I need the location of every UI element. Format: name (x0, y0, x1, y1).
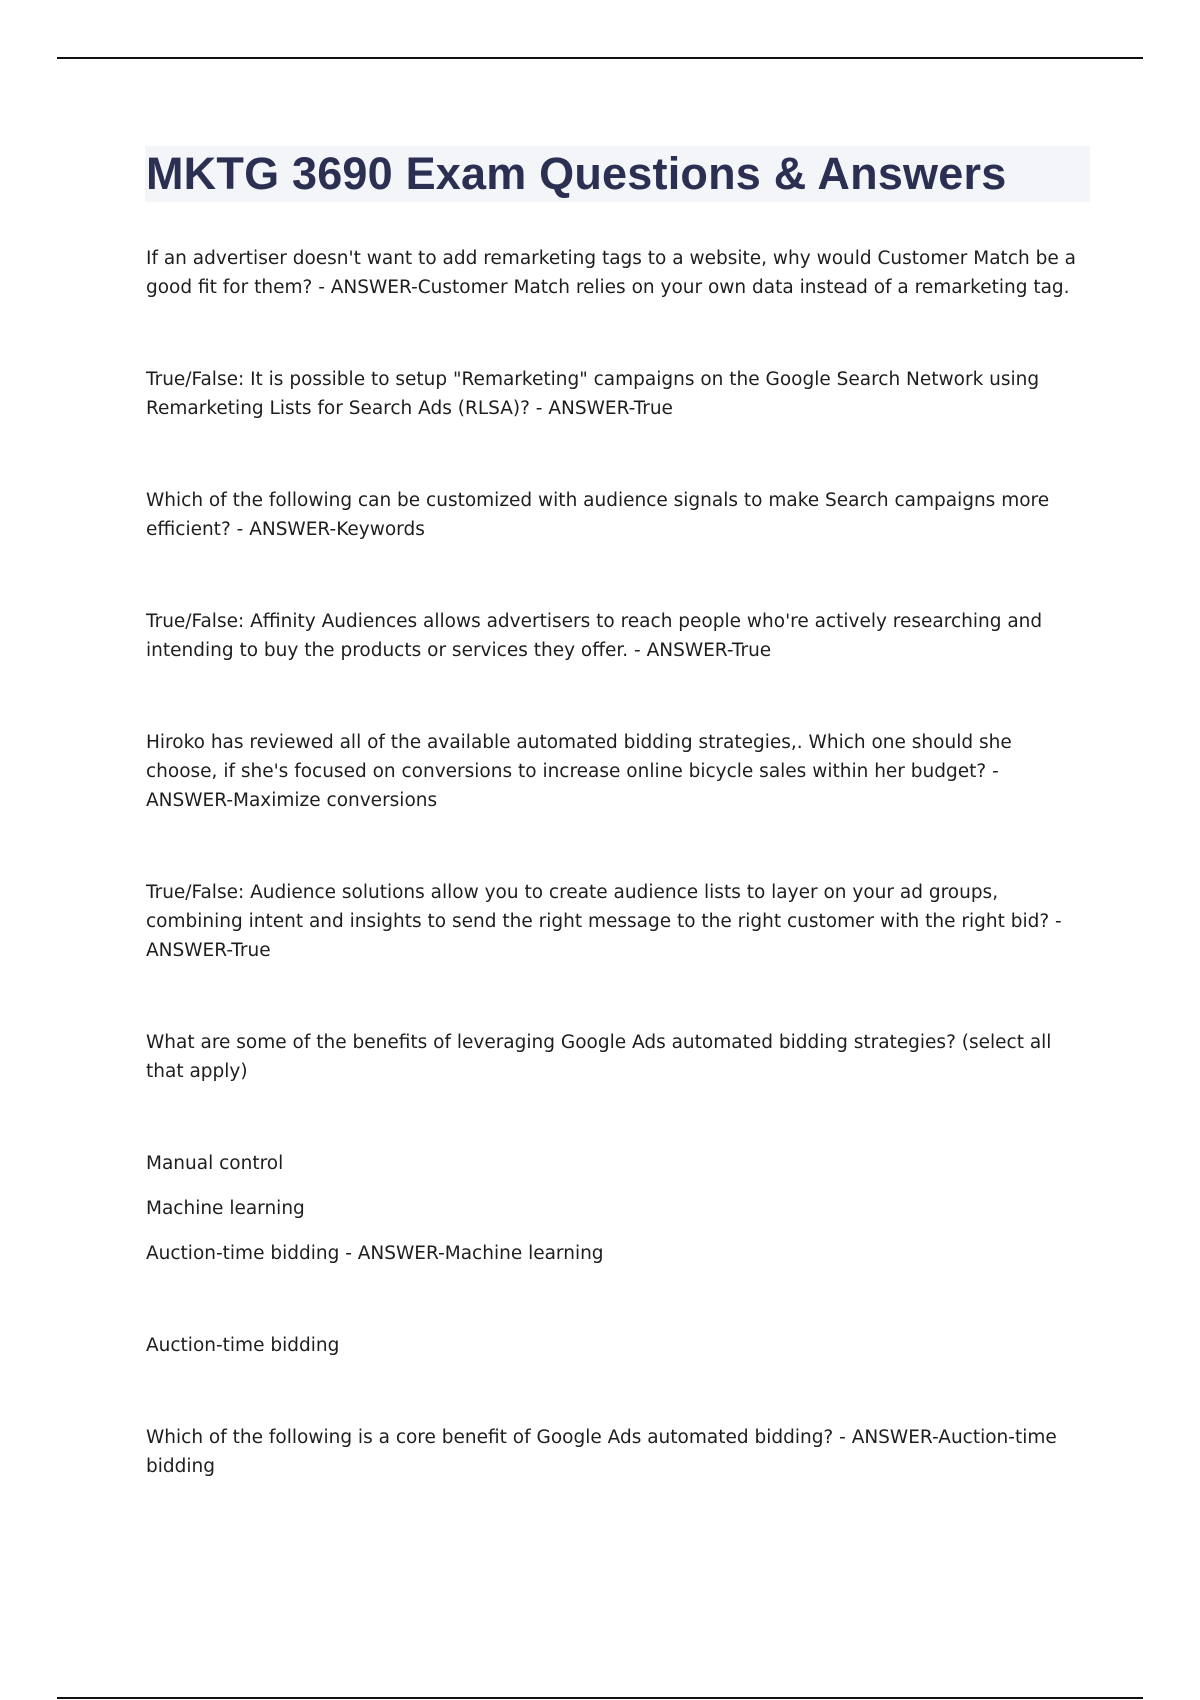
qa-item: Hiroko has reviewed all of the available automated bidding strategies,. Which one should she choose, if she's focused on conversions to increase online bicycle sales within her budget? - ANSWER-Maximize conversions (146, 732, 1012, 811)
qa-item: If an advertiser doesn't want to add remarketing tags to a website, why would Customer Match be a good fit for them? - ANSWER-Customer Match relies on your own data instead of a remarketing tag. (146, 248, 1076, 298)
qa-item: True/False: Audience solutions allow you to create audience lists to layer on your ad groups, combining intent and insights to send the right message to the right customer with the right bid? - ANSWER-True (146, 882, 1062, 961)
qa-item: Which of the following can be customized with audience signals to make Search campaigns more efficient? - ANSWER-Keywords (146, 490, 1050, 540)
qa-item: True/False: Affinity Audiences allows advertisers to reach people who're actively researching and intending to buy the products or services they offer. - ANSWER-True (146, 611, 1043, 661)
footer-rule (57, 1697, 1143, 1699)
header-rule (57, 57, 1143, 59)
option-item: Auction-time bidding - ANSWER-Machine learning (146, 1243, 604, 1264)
page-title: MKTG 3690 Exam Questions & Answers (146, 148, 1007, 199)
qa-content (146, 244, 1086, 1481)
qa-item: What are some of the benefits of leveraging Google Ads automated bidding strategies? (select all that apply) (146, 1032, 1052, 1082)
option-item: Machine learning (146, 1198, 305, 1219)
qa-item: True/False: It is possible to setup "Remarketing" campaigns on the Google Search Network using Remarketing Lists for Search Ads (RLSA)? - ANSWER-True (146, 369, 1040, 419)
standalone-line: Auction-time bidding (146, 1335, 340, 1356)
option-item: Manual control (146, 1153, 284, 1174)
answer-options (146, 1149, 1086, 1268)
qa-item: Which of the following is a core benefit of Google Ads automated bidding? - ANSWER-Auction-time bidding (146, 1427, 1057, 1477)
